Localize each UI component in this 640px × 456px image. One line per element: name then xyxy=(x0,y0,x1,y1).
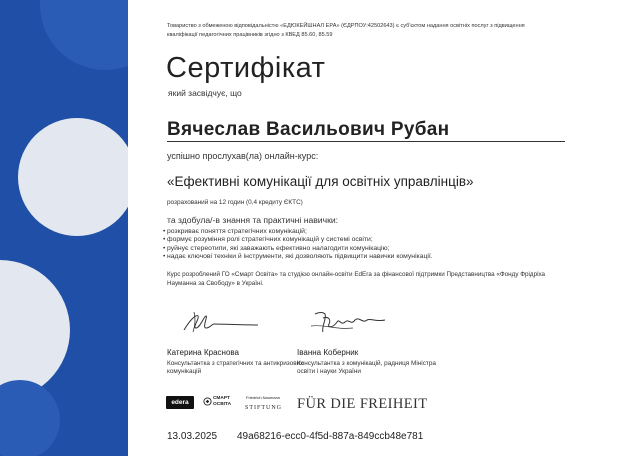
provider-legal-note: Товариство з обмеженою відповідальністю «ЕДЮКЕЙШНАЛ ЕРА» (ЄДРПОУ:42502643) є суб'єктом надання освітніх послуг з підвищення кваліфікації педагогічних працівників згідно з КВЕД 85.60, 85.59 xyxy=(167,23,525,38)
certificate-subtitle: який засвідчує, що xyxy=(168,88,242,98)
smart-osvita-logo: СМАРТ ОСВІТА xyxy=(213,396,232,407)
smart-osvita-mark-icon xyxy=(203,397,212,406)
edera-logo: edera xyxy=(166,396,194,409)
signature-krasnova xyxy=(180,306,270,336)
list-item: • розкриває поняття стратегічних комунікацій; xyxy=(163,228,307,235)
skills-intro: та здобула/-в знання та практичні навички: xyxy=(167,215,339,225)
decorative-side-band xyxy=(0,0,128,456)
skills-list xyxy=(163,228,433,262)
course-hours: розрахований на 12 годин (0,4 кредиту ЄКТС) xyxy=(167,199,303,206)
course-development-note: Курс розроблений ГО «Смарт Освіта» та студією онлайн-освіти EdEra за фінансової підтримки Представництва «Фонду Фрідріха Науманна за Свободу» в Україні. xyxy=(167,271,546,287)
decorative-circle xyxy=(40,0,128,70)
issue-date: 13.03.2025 xyxy=(167,431,218,442)
list-item: • надає ключові техніки й інструменти, які дозволяють підвищити навички комунікації. xyxy=(163,253,433,261)
course-title: «Ефективні комунікації для освітніх управлінців» xyxy=(167,174,474,189)
signature-kobernyk xyxy=(305,306,395,336)
signer-role: Консультантка з стратегічних та антикризових комунікацій xyxy=(167,360,304,376)
recipient-name: Вячеслав Васильович Рубан xyxy=(167,119,450,140)
fnf-logo-stiftung: STIFTUNG xyxy=(245,405,283,411)
signer-role: Консультантка з комунікацій, радниця Міністра освіти і науки України xyxy=(297,360,436,376)
fnf-logo-small-text: Friedrich Naumann xyxy=(246,395,281,400)
decorative-circle xyxy=(18,118,128,236)
fnf-logo-freiheit: FÜR DIE FREIHEIT xyxy=(297,396,428,412)
completion-statement: успішно прослухав(ла) онлайн-курс: xyxy=(167,151,319,161)
decorative-circle xyxy=(0,380,60,456)
name-underline xyxy=(167,141,565,142)
signer-name: Катерина Краснова xyxy=(167,348,239,357)
list-item: • формує розуміння ролі стратегічних комунікацій у системі освіти; xyxy=(163,236,373,244)
certificate-title: Сертифікат xyxy=(166,52,326,84)
list-item: • руйнує стереотипи, які заважають ефективно налагодити комунікацію; xyxy=(163,244,390,252)
certificate-id: 49a68216-ecc0-4f5d-887a-849ccb48e781 xyxy=(237,431,424,442)
decorative-circle xyxy=(0,260,70,400)
signer-name: Іванна Коберник xyxy=(297,348,359,357)
